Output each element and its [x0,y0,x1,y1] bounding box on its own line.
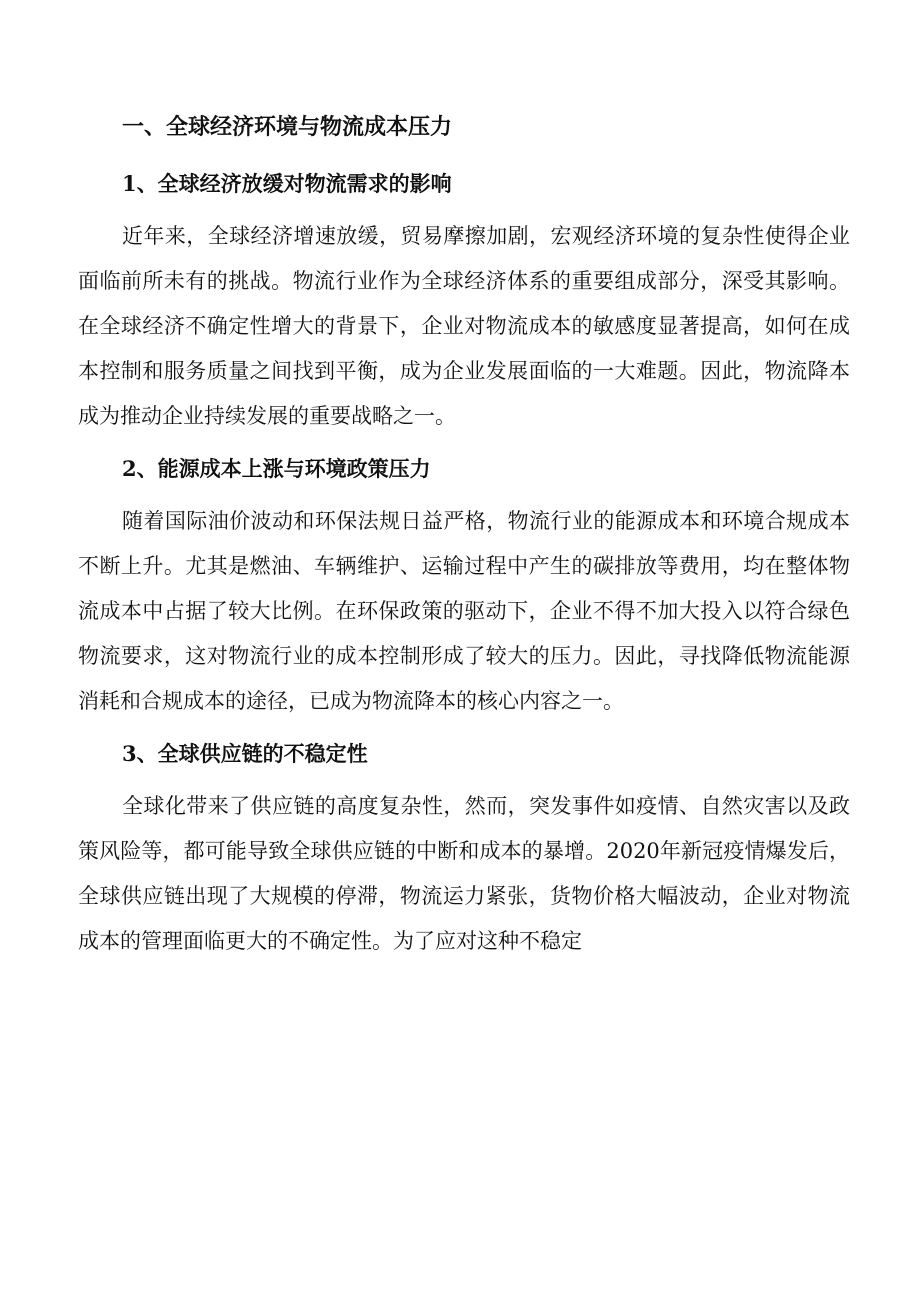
subsection-heading-3: 3、全球供应链的不稳定性 [122,741,368,766]
subsection-heading-1: 1、全球经济放缓对物流需求的影响 [122,171,452,196]
section-title: 一、全球经济环境与物流成本压力 [122,115,453,140]
subsection-heading-2: 2、能源成本上涨与环境政策压力 [122,456,431,481]
subsection-body-1: 近年来，全球经济增速放缓，贸易摩擦加剧，宏观经济环境的复杂性使得企业面临前所未有的挑战。物流行业作为全球经济体系的重要组成部分，深受其影响。在全球经济不确定性增大的背景下，企业对物流成本的敏感度显著提高，如何在成本控制和服务质量之间找到平衡，成为企业发展面临的一大难题。因此，物流降本成为推动企业持续发展的重要战略之一。 [78,224,850,428]
subsection-body-2: 随着国际油价波动和环保法规日益严格，物流行业的能源成本和环境合规成本不断上升。尤其是燃油、车辆维护、运输过程中产生的碳排放等费用，均在整体物流成本中占据了较大比例。在环保政策的驱动下，企业不得不加大投入以符合绿色物流要求，这对物流行业的成本控制形成了较大的压力。因此，寻找降低物流能源消耗和合规成本的途径，已成为物流降本的核心内容之一。 [78,509,850,713]
subsection-body-3: 全球化带来了供应链的高度复杂性，然而，突发事件如疫情、自然灾害以及政策风险等，都可能导致全球供应链的中断和成本的暴增。2020年新冠疫情爆发后，全球供应链出现了大规模的停滞，物流运力紧张，货物价格大幅波动，企业对物流成本的管理面临更大的不确定性。为了应对这种不稳定 [78,794,850,953]
